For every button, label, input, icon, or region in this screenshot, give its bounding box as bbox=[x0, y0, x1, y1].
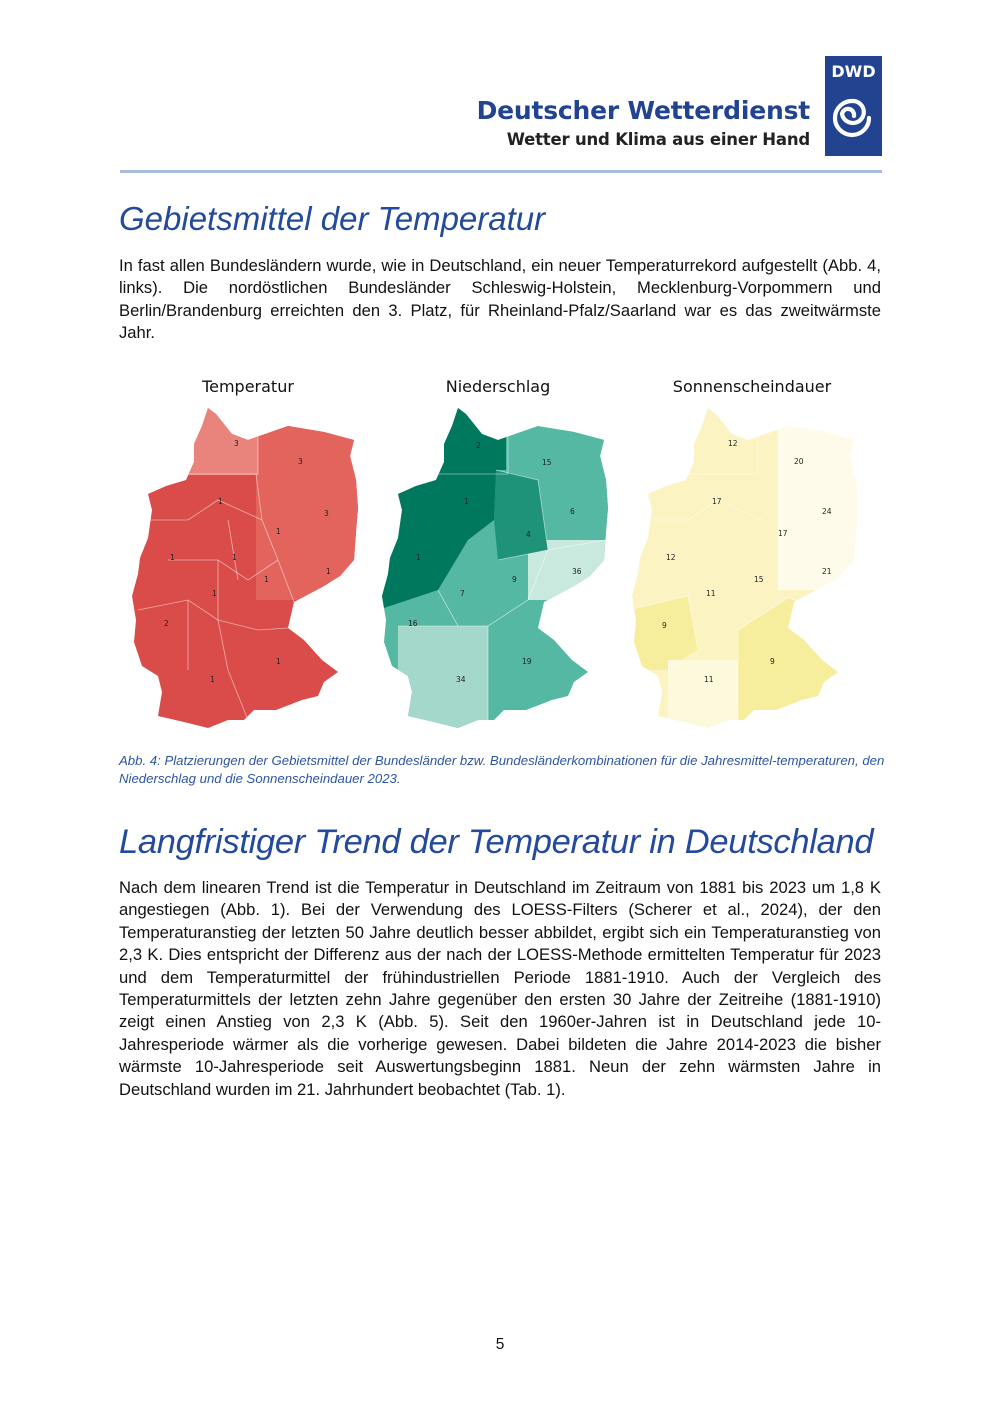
rank-label: 16 bbox=[408, 619, 418, 628]
section-heading-trend: Langfristiger Trend der Temperatur in Deutschland bbox=[119, 823, 874, 861]
rank-label: 7 bbox=[460, 589, 465, 598]
rank-label: 9 bbox=[770, 657, 775, 666]
rank-label: 1 bbox=[170, 553, 175, 562]
rank-label: 9 bbox=[512, 575, 517, 584]
rank-label: 36 bbox=[572, 567, 582, 576]
region-northeast bbox=[256, 400, 366, 600]
rank-label: 1 bbox=[326, 567, 331, 576]
rank-label: 3 bbox=[324, 509, 329, 518]
logo-text: DWD bbox=[831, 62, 876, 81]
rank-label: 1 bbox=[416, 553, 421, 562]
figure-caption: Abb. 4: Platzierungen der Gebietsmittel der Bundesländer bzw. Bundesländerkombinationen für die Jahresmittel-temperaturen, den Niederschlag und die Sonnenscheindauer 2023. bbox=[119, 753, 885, 786]
page-number: 5 bbox=[495, 1336, 505, 1353]
page-header bbox=[120, 56, 882, 176]
rank-label: 12 bbox=[666, 553, 676, 562]
rank-label: 24 bbox=[822, 507, 832, 516]
rank-label: 1 bbox=[218, 497, 223, 506]
rank-label: 11 bbox=[704, 675, 714, 684]
dwd-logo bbox=[825, 56, 882, 156]
rank-label: 1 bbox=[264, 575, 269, 584]
region-bayern bbox=[738, 598, 858, 740]
regions bbox=[628, 370, 868, 740]
rank-label: 20 bbox=[794, 457, 804, 466]
rank-label: 21 bbox=[822, 567, 832, 576]
rank-label: 17 bbox=[778, 529, 788, 538]
section-paragraph-gebietsmittel: In fast allen Bundesländern wurde, wie in Deutschland, ein neuer Temperaturrekord aufgestellt (Abb. 4, links). Die nordöstlichen Bundesländer Schleswig-Holstein, Mecklenburg-Vorpommern und Berlin/Brandenburg erreichten den 3. Platz, für Rheinland-Pfalz/Saarland war es das zweitwärmste Jahr. bbox=[119, 256, 881, 343]
rank-label: 1 bbox=[276, 657, 281, 666]
map-niederschlag bbox=[378, 370, 618, 740]
rank-label: 12 bbox=[728, 439, 738, 448]
rank-label: 1 bbox=[464, 497, 469, 506]
org-name: Deutscher Wetterdienst bbox=[476, 96, 810, 125]
map-title-niederschlag: Niederschlag bbox=[445, 377, 551, 396]
rank-label: 4 bbox=[526, 530, 531, 539]
rank-label: 1 bbox=[210, 675, 215, 684]
rank-label: 17 bbox=[712, 497, 722, 506]
rank-label: 1 bbox=[276, 527, 281, 536]
region-baden-wuerttemberg bbox=[398, 626, 488, 736]
org-tagline: Wetter und Klima aus einer Hand bbox=[506, 130, 810, 149]
map-title-sonnenscheindauer: Sonnenscheindauer bbox=[672, 377, 832, 396]
figure-maps bbox=[120, 370, 880, 740]
region-baden-wuerttemberg bbox=[668, 660, 738, 740]
rank-label: 3 bbox=[298, 457, 303, 466]
region-north-east bbox=[778, 410, 868, 590]
rank-label: 2 bbox=[476, 441, 481, 450]
rank-label: 3 bbox=[234, 439, 239, 448]
map-temperatur bbox=[128, 370, 368, 740]
regions bbox=[128, 370, 368, 740]
header-rule bbox=[120, 170, 882, 173]
region-schleswig-holstein bbox=[188, 400, 258, 475]
rank-label: 2 bbox=[164, 619, 169, 628]
rank-label: 15 bbox=[754, 575, 764, 584]
rank-label: 1 bbox=[212, 589, 217, 598]
rank-label: 9 bbox=[662, 621, 667, 630]
rank-label: 15 bbox=[542, 458, 552, 467]
rank-label: 11 bbox=[706, 589, 716, 598]
regions bbox=[378, 370, 618, 740]
map-title-temperatur: Temperatur bbox=[202, 377, 294, 396]
section-paragraph-trend: Nach dem linearen Trend ist die Temperatur in Deutschland im Zeitraum von 1881 bis 2023 um 1,8 K angestiegen (Abb. 1). Bei der Verwendung des LOESS-Filters (Scherer et al., 2024), der den Temperaturanstieg der letzten 50 Jahre deutlich besser abbildet, ergibt sich ein Temperaturanstieg von 2,3 K. Dies entspricht der Differenz aus der nach der LOESS-Methode ermittelten Temperatur für 2023 und dem Temperaturmittel der frühindustriellen Periode 1881-1910. Auch der Vergleich des Temperaturmittels der letzten zehn Jahre gegenüber den ersten 30 Jahre der Zeitreihe (1881-1910) zeigt einen Anstieg von 2,3 K (Abb. 5). Seit den 1960er-Jahren ist in Deutschland jede 10-Jahresperiode wärmer als die vorherige gewesen. Dabei bildeten die Jahre 2014-2023 die bisher wärmste 10-Jahresperiode seit Auswertungsbeginn 1881. Neun der zehn wärmsten Jahre in Deutschland wurden im 21. Jahrhundert beobachtet (Tab. 1). bbox=[119, 878, 881, 1099]
rank-label: 1 bbox=[232, 553, 237, 562]
rank-label: 19 bbox=[522, 657, 532, 666]
section-heading-gebietsmittel: Gebietsmittel der Temperatur bbox=[119, 200, 546, 237]
rank-label: 6 bbox=[570, 507, 575, 516]
map-sonnenscheindauer bbox=[628, 370, 868, 740]
rank-label: 34 bbox=[456, 675, 466, 684]
